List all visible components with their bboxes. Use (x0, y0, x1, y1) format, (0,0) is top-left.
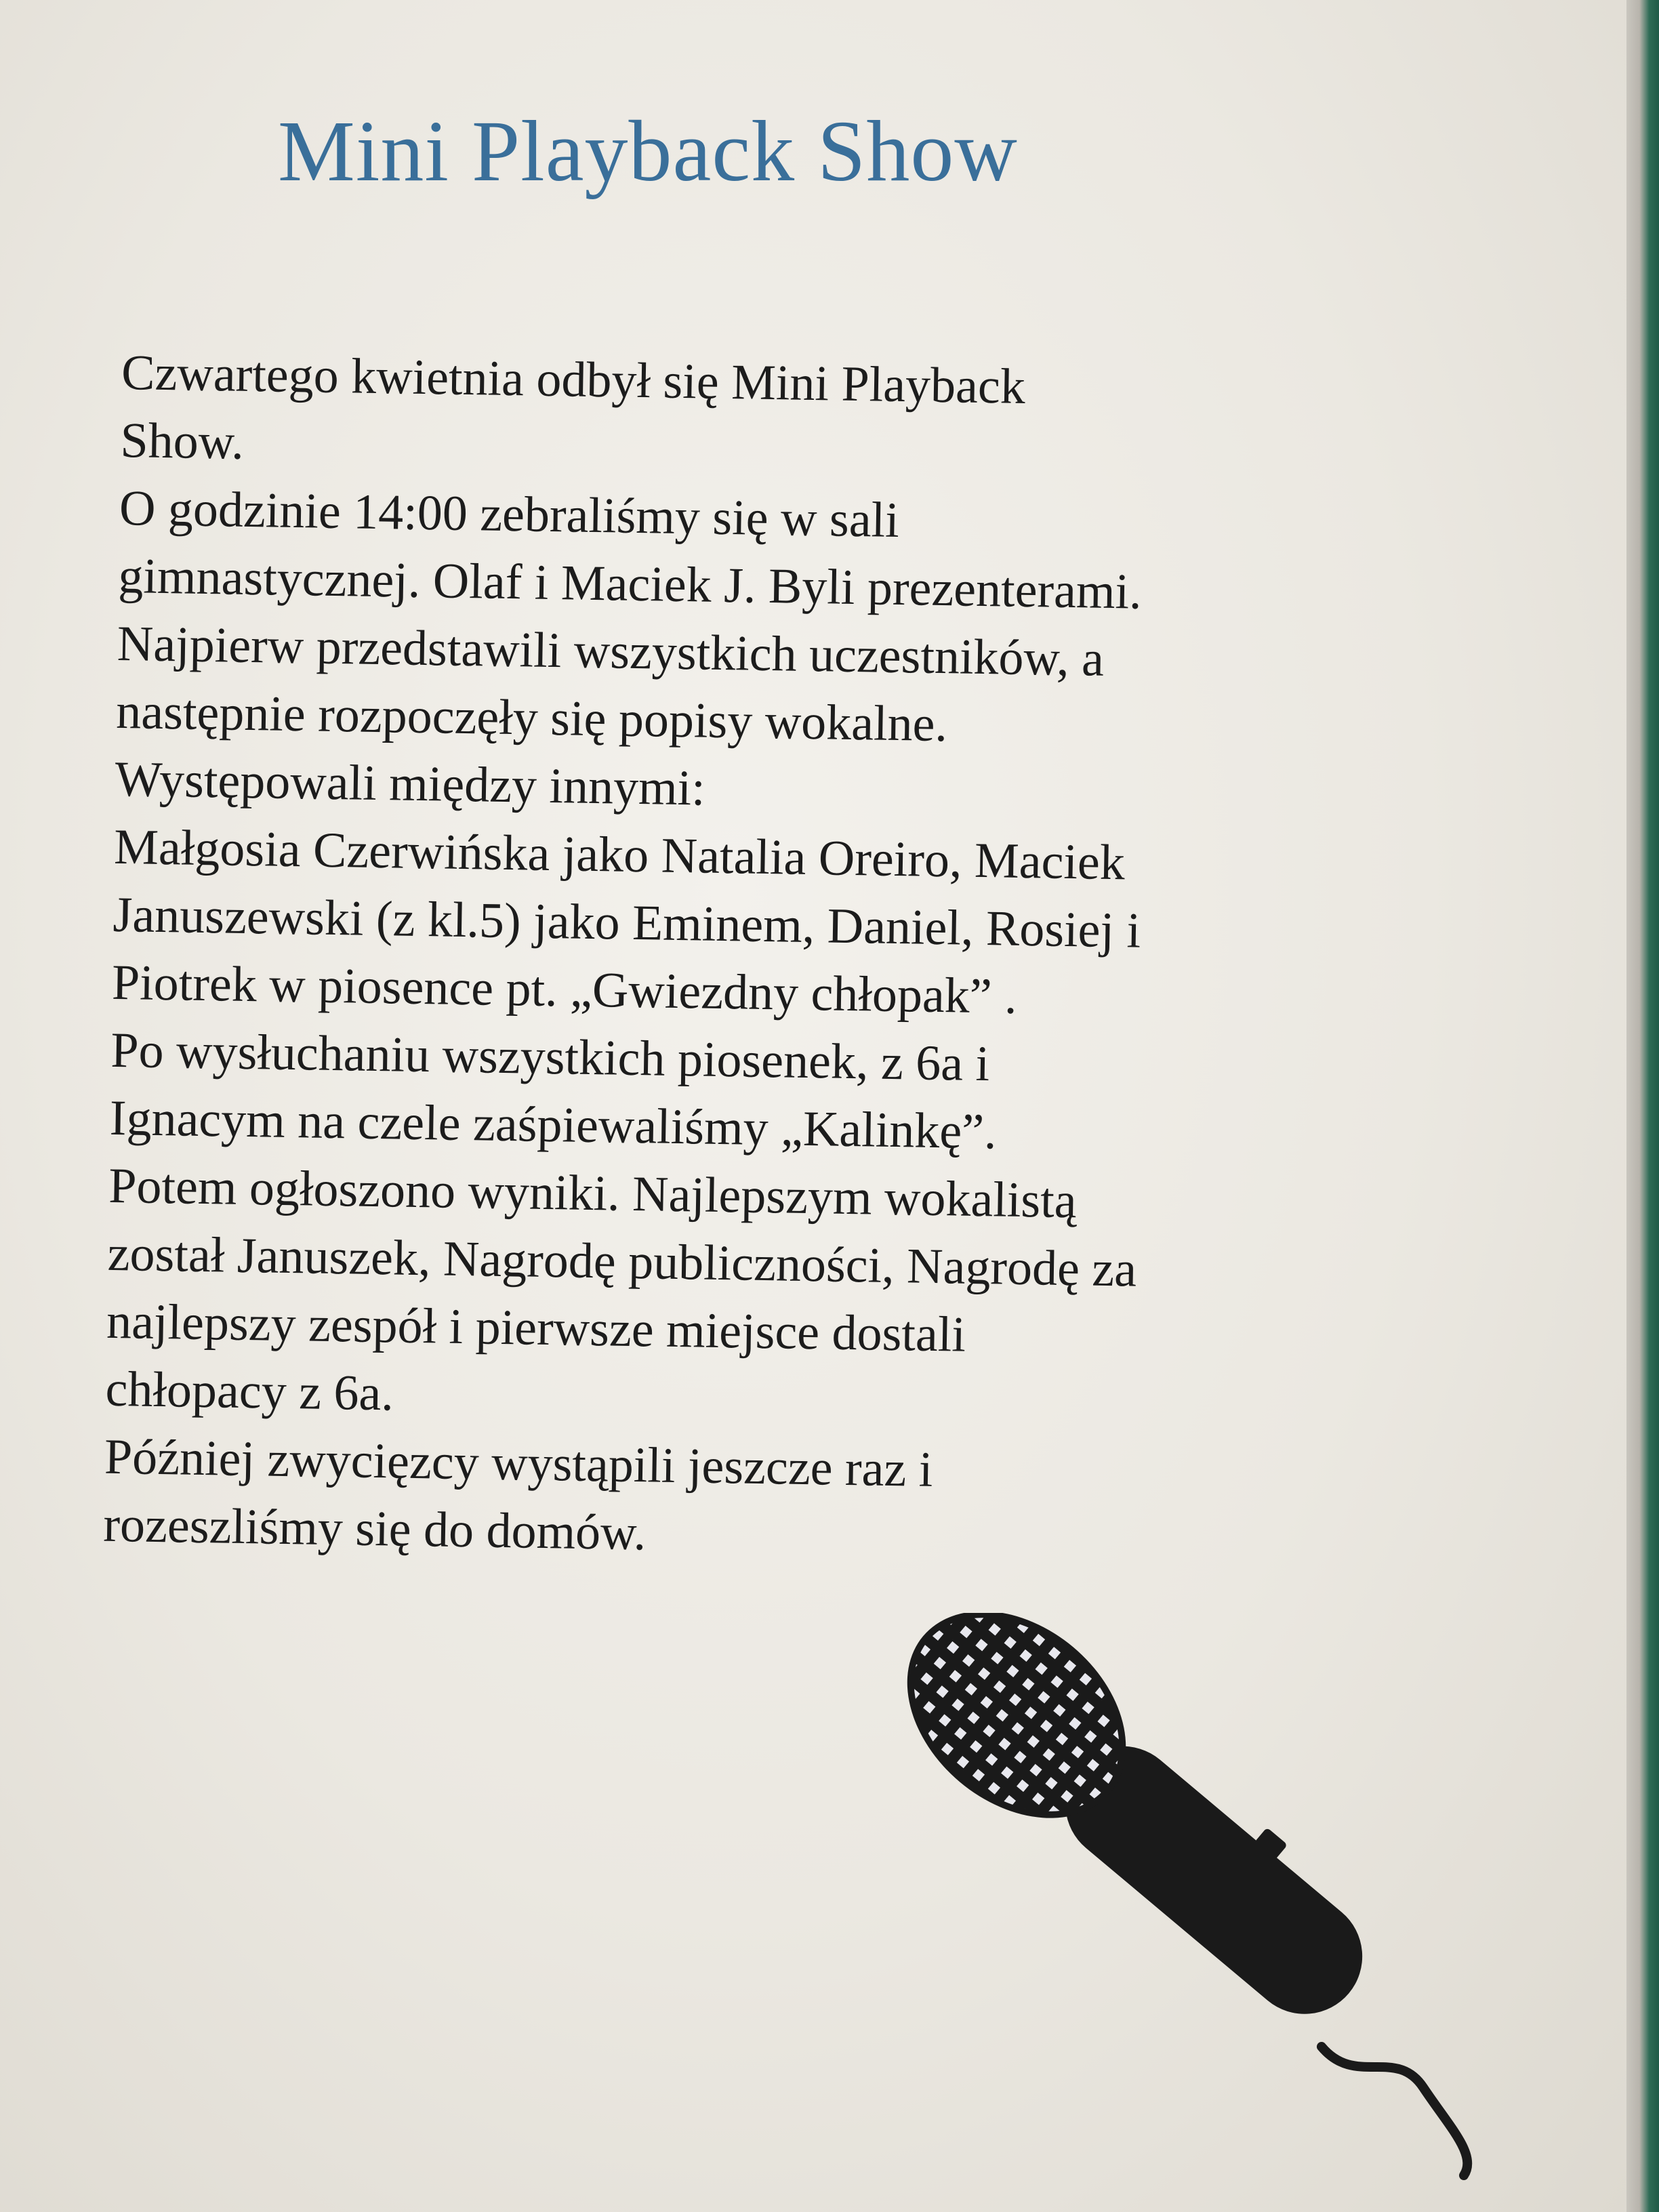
text-line: Potem ogłoszono wyniki. Najlepszym wokalistą (108, 1158, 1078, 1229)
page-title: Mini Playback Show (278, 103, 1018, 199)
text-line: O godzinie 14:00 zebraliśmy się w sali (119, 480, 900, 549)
microphone-icon (881, 1613, 1491, 2196)
text-line: Najpierw przedstawili wszystkich uczestników, a (117, 615, 1105, 687)
text-line: Piotrek w piosence pt. „Gwiezdny chłopak” . (111, 954, 1018, 1025)
text-line: Małgosia Czerwińska jako Natalia Oreiro, Maciek (113, 819, 1126, 891)
text-line: najlepszy zespół i pierwsze miejsce dostali (106, 1293, 966, 1363)
text-line: Januszewski (z kl.5) jako Eminem, Daniel, Rosiej i (112, 886, 1141, 959)
text-line: Później zwycięzcy wystąpili jeszcze raz i (104, 1429, 934, 1498)
text-line: rozeszliśmy się do domów. (102, 1496, 647, 1561)
text-line: następnie rozpoczęły się popisy wokalne. (115, 683, 948, 753)
text-line: Ignacym na czele zaśpiewaliśmy „Kalinkę”. (109, 1090, 998, 1160)
text-line: Czwartego kwietnia odbył się Mini Playback (121, 344, 1026, 415)
text-line: chłopacy z 6a. (105, 1361, 394, 1422)
text-line: gimnastycznej. Olaf i Maciek J. Byli prezenterami. (117, 548, 1143, 620)
text-line: Po wysłuchaniu wszystkich piosenek, z 6a i (110, 1022, 990, 1092)
article-body (103, 339, 1423, 1579)
text-line: został Januszek, Nagrodę publiczności, Nagrodę za (107, 1225, 1137, 1298)
text-line: Występowali między innymi: (115, 751, 706, 817)
page-edge (1626, 0, 1659, 2212)
text-line: Show. (119, 412, 245, 470)
